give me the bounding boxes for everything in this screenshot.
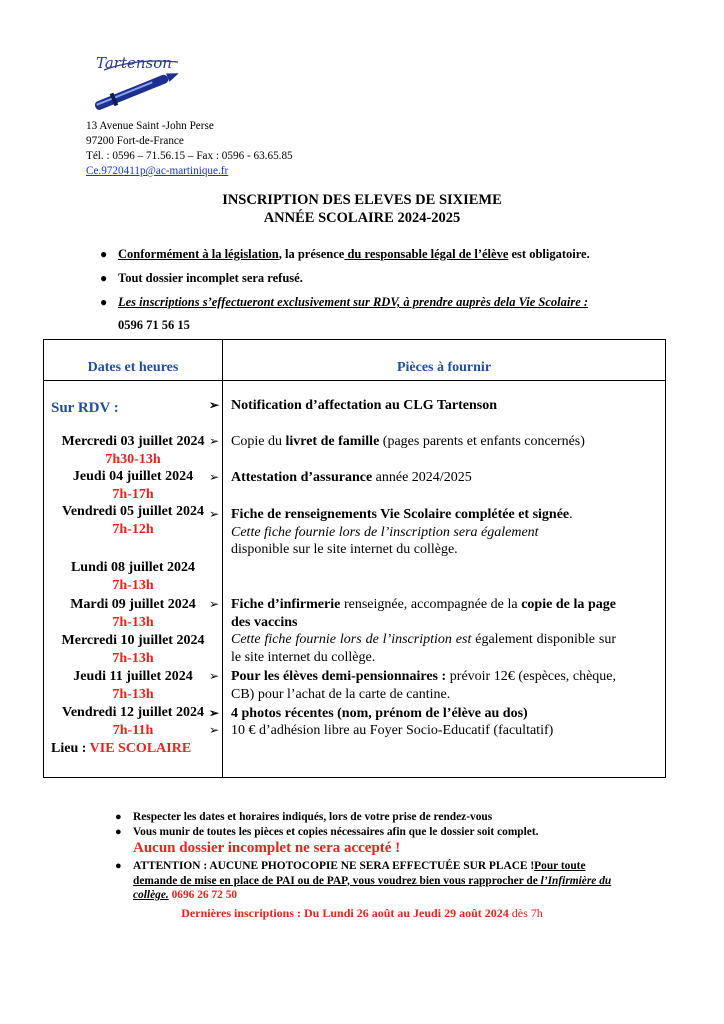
date-row <box>44 433 222 468</box>
footer-text: Vous munir de toutes les pièces et copies nécessaires afin que le dossier soit complet. <box>133 826 539 838</box>
piece-item <box>209 433 616 451</box>
piece-item <box>209 596 616 666</box>
piece-text-bold: livret de famille <box>285 434 380 449</box>
piece-item <box>209 397 616 415</box>
arrow-bullet-icon: ➢ <box>209 669 220 683</box>
piece-item <box>209 722 616 740</box>
last-registration-time: dès 7h <box>508 906 543 920</box>
date-day: Mardi 09 juillet 2024 <box>70 597 196 612</box>
bullet-icon: ● <box>115 826 122 838</box>
footer-text: Respecter les dates et horaires indiqués, lors de votre prise de rendez-vous <box>133 811 493 823</box>
arrow-bullet-icon: ➢ <box>209 398 220 412</box>
date-day: Lundi 08 juillet 2024 <box>70 560 196 575</box>
phone-fax: Tél. : 0596 – 71.56.15 – Fax : 0596 - 63.65.85 <box>86 150 293 162</box>
lieu-value: VIE SCOLAIRE <box>89 741 192 756</box>
bullet-icon: ● <box>115 811 122 823</box>
text: Tout dossier incomplet sera refusé. <box>118 271 303 285</box>
lieu-label: Lieu : <box>51 741 90 756</box>
intro-phone: 0596 71 56 15 <box>118 318 190 332</box>
intro-bullet-rdv <box>100 295 658 310</box>
logo-text: Tartenson <box>96 54 172 72</box>
piece-text: Notification d’affectation au CLG Tartenson <box>231 398 497 413</box>
date-hours: 7h-13h <box>112 686 154 702</box>
date-row <box>44 704 222 739</box>
bullet-icon: ● <box>115 860 122 872</box>
piece-text: (pages parents et enfants concernés) <box>379 434 585 449</box>
incomplete-warning: Aucun dossier incomplet ne sera accepté ! <box>133 840 401 856</box>
date-row <box>44 632 222 667</box>
piece-text-bold: Fiche d’infirmerie <box>231 597 341 612</box>
text: , la présence <box>278 247 345 261</box>
text-underlined-italic: Les inscriptions s’effectueront exclusivement sur RDV, à prendre auprès dela Vie Scolaire : <box>118 295 589 309</box>
date-day: Jeudi 04 juillet 2024 <box>72 469 194 484</box>
piece-item <box>209 469 616 487</box>
col-header-pieces: Pièces à fournir <box>396 360 492 375</box>
date-row <box>44 559 222 594</box>
piece-text: disponible sur le site internet du collège. <box>231 542 458 557</box>
footer-bullet <box>115 825 633 840</box>
date-row <box>44 503 222 538</box>
piece-item <box>209 705 616 723</box>
col-header-dates: Dates et heures <box>87 360 179 375</box>
arrow-bullet-icon: ➢ <box>209 706 220 720</box>
piece-text: 4 photos récentes (nom, prénom de l’élève au dos) <box>231 706 528 721</box>
bullet-icon: ● <box>100 271 108 285</box>
footer-text: ATTENTION : AUCUNE PHOTOCOPIE NE SERA EFFECTUÉE SUR PLACE ! <box>133 860 535 872</box>
arrow-bullet-icon: ➢ <box>209 723 220 737</box>
date-hours: 7h-13h <box>112 650 154 666</box>
date-day: Mercredi 03 juillet 2024 <box>61 434 205 449</box>
header-divider <box>44 380 665 381</box>
piece-item <box>209 506 616 559</box>
address-block <box>86 119 293 179</box>
footer-text-underlined: Pour toute demande de mise en place de PAI ou de PAP, vous voudrez bien vous rapprocher de <box>133 860 586 887</box>
date-hours: 7h-13h <box>112 577 154 593</box>
date-hours: 7h30-13h <box>105 451 161 467</box>
piece-text-italic: Cette fiche fournie lors de l’inscription est <box>231 632 472 647</box>
piece-text-bold: copie de la page des vaccins <box>231 597 616 630</box>
date-hours: 7h-12h <box>112 521 154 537</box>
date-hours: 7h-17h <box>112 486 154 502</box>
footer-bullet <box>115 810 633 825</box>
last-registration-dates: Dernières inscriptions : Du Lundi 26 août au Jeudi 29 août 2024 <box>181 906 509 920</box>
address-city: 97200 Fort-de-France <box>86 135 184 147</box>
email-link[interactable]: Ce.9720411p@ac-martinique.fr <box>86 165 229 177</box>
date-row <box>44 468 222 503</box>
text-underlined: Conformément à la législation <box>118 247 279 261</box>
page-title: INSCRIPTION DES ELEVES DE SIXIEME <box>222 192 502 208</box>
date-day: Mercredi 10 juillet 2024 <box>61 633 205 648</box>
bullet-icon: ● <box>100 247 108 261</box>
footer-text-underlined-italic: l’Infirmière du collège. <box>133 874 612 901</box>
lieu-line <box>51 741 191 757</box>
date-hours: 7h-11h <box>112 722 154 738</box>
date-hours: 7h-13h <box>112 614 154 630</box>
piece-text-bold: Attestation d’assurance <box>231 470 373 485</box>
piece-text: renseignée, accompagnée de la <box>340 597 522 612</box>
school-year: ANNÉE SCOLAIRE 2024-2025 <box>263 210 461 226</box>
arrow-bullet-icon: ➢ <box>209 507 220 521</box>
column-divider <box>222 340 223 777</box>
school-logo <box>86 40 186 110</box>
piece-text-italic: Cette fiche fournie lors de l’inscription sera également <box>231 524 539 540</box>
text: est obligatoire. <box>508 247 590 261</box>
date-day: Vendredi 05 juillet 2024 <box>62 504 204 519</box>
date-row <box>44 668 222 703</box>
last-registration <box>0 906 724 921</box>
arrow-bullet-icon: ➢ <box>209 470 220 484</box>
infirmiere-phone: 0696 26 72 50 <box>168 889 238 901</box>
sur-rdv-label: Sur RDV : <box>51 400 119 416</box>
piece-text: . <box>569 507 573 522</box>
intro-bullet-incomplete <box>100 271 658 286</box>
piece-text: 10 € d’adhésion libre au Foyer Socio-Educatif (facultatif) <box>231 723 554 738</box>
piece-text-bold: Pour les élèves demi-pensionnaires : <box>231 669 447 684</box>
piece-text: prévoir 12€ (espèces, chèque, CB) pour l’achat de la carte de cantine. <box>231 669 616 702</box>
piece-text: également disponible sur le site internet du collège. <box>231 632 616 665</box>
piece-text: année 2024/2025 <box>372 470 472 485</box>
piece-text: Copie du <box>231 434 286 449</box>
address-line: 13 Avenue Saint -John Perse <box>86 120 214 132</box>
arrow-bullet-icon: ➢ <box>209 434 220 448</box>
piece-item <box>209 668 616 703</box>
piece-text-bold: Fiche de renseignements Vie Scolaire complétée et signée <box>231 507 570 522</box>
date-day: Jeudi 11 juillet 2024 <box>73 669 193 684</box>
footer-bullet <box>115 859 623 903</box>
date-row <box>44 596 222 631</box>
arrow-bullet-icon: ➢ <box>209 597 220 611</box>
text-underlined: du responsable légal de l’élève <box>344 247 509 261</box>
bullet-icon: ● <box>100 295 108 309</box>
date-day: Vendredi 12 juillet 2024 <box>62 705 204 720</box>
intro-bullet-legal <box>100 247 658 262</box>
